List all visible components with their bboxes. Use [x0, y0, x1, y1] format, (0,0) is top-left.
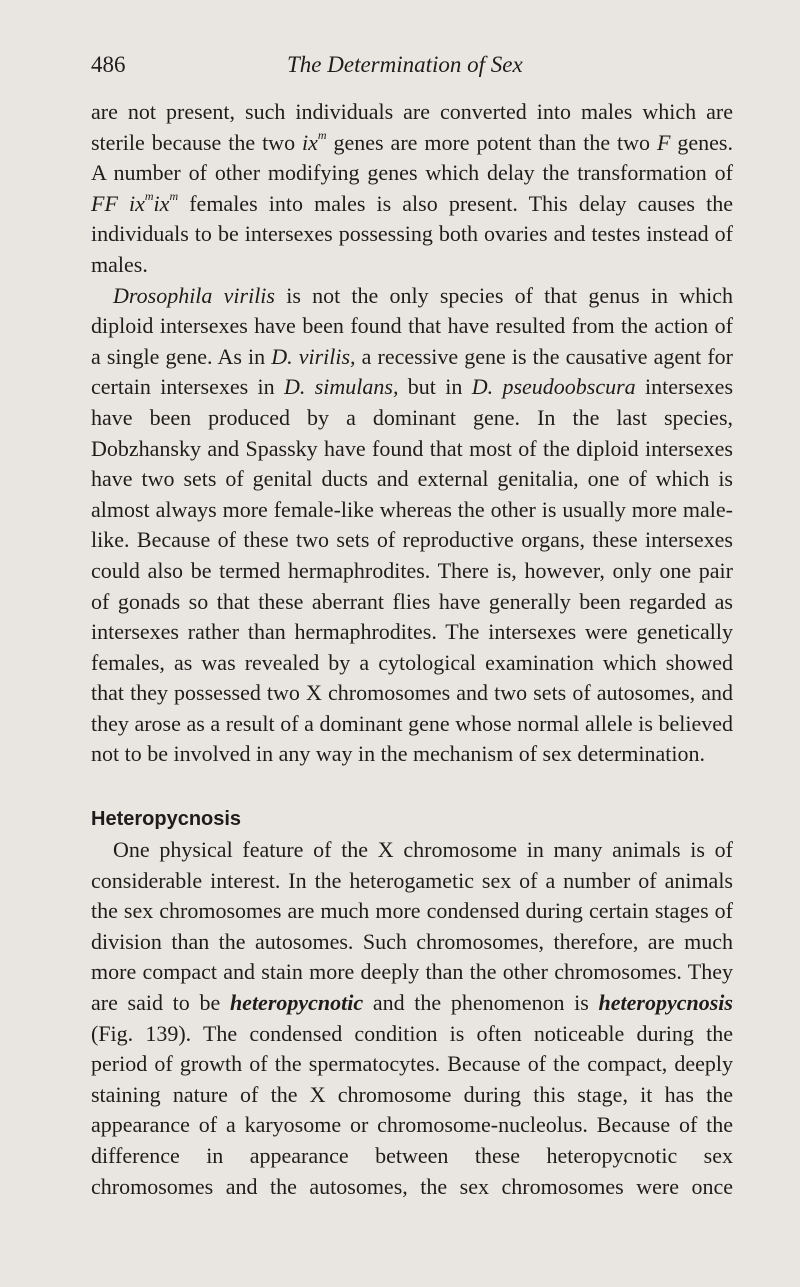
page-header	[91, 52, 731, 86]
text-run: genes. A number of other modifying genes which delay the transformation of	[91, 129, 733, 186]
superscript: m	[169, 189, 179, 204]
term: heteropycnotic	[229, 990, 364, 1016]
gene-symbol: FF ix	[91, 190, 145, 216]
text-run: One physical feature of the X chromosome in many animals is of considerable interest. In the heterogametic sex of a number of animals the sex chromosomes are much more condensed during certain stages of division than the autosomes. Such chromosomes, therefore, are much more compact and stain more deeply than the other chromosomes. They are said to be	[91, 837, 733, 1016]
paragraph-heteropycnosis	[91, 835, 733, 1202]
text-run: females into males is also present. This delay causes the individuals to be intersexes possessing both ovaries and testes instead of males.	[91, 190, 733, 277]
text-run: a recessive gene is the causative agent for certain intersexes in	[91, 343, 733, 400]
species-name: D. simulans,	[283, 374, 399, 400]
text-run: genes are more potent than the two	[326, 129, 657, 155]
paragraph-continued	[91, 97, 733, 281]
text-run: is not the only species of that genus in which diploid intersexes have been found that have resulted from the action of a single gene. As in	[91, 282, 733, 369]
term: heteropycnosis	[598, 990, 733, 1016]
species-name: D. virilis,	[271, 343, 356, 369]
gene-symbol: ix	[153, 190, 170, 216]
text-run: and the phenomenon is	[363, 990, 599, 1016]
gene-symbol: ix	[302, 129, 318, 155]
text-run: intersexes have been produced by a dominant gene. In the last species, Dobzhansky and Spassky have found that most of the diploid intersexes have two sets of genital ducts and external genitalia, one of which is almost always more female-like whereas the other is usually more male-like. Because of these two sets of reproductive organs, these intersexes could also be termed hermaphrodites. There is, however, only one pair of gonads so that these aberrant flies have generally been regarded as intersexes rather than hermaphrodites. The intersexes were genetically females, as was revealed by a cytological examination which showed that they possessed two X chromosomes and two sets of autosomes, and they arose as a result of a dominant gene whose normal allele is believed not to be involved in any way in the mechanism of sex determination.	[91, 374, 734, 767]
text-run: but in	[398, 374, 472, 400]
text-run: are not present, such individuals are converted into males which are sterile because the two	[91, 99, 733, 155]
text-run: (Fig. 139). The condensed condition is often noticeable during the period of growth of the spermatocytes. Because of the compact, deeply staining nature of the X chromosome during this stage, it has the appearance of a karyosome or chromosome-nucleolus. Because of the difference in appearance between these heteropycnotic sex chromosomes and the autosomes, the sex chromosomes were once	[91, 1020, 733, 1199]
superscript: m	[144, 189, 154, 204]
superscript: m	[317, 128, 327, 143]
species-name: D. pseudoobscura	[471, 374, 636, 400]
paragraph-drosophila	[91, 281, 733, 771]
page-number: 486	[91, 52, 126, 77]
gene-symbol: F	[657, 129, 671, 155]
body-text	[91, 97, 733, 1202]
running-title: The Determination of Sex	[287, 52, 523, 77]
section-heading: Heteropycnosis	[91, 808, 242, 831]
species-name: Drosophila virilis	[113, 282, 275, 308]
